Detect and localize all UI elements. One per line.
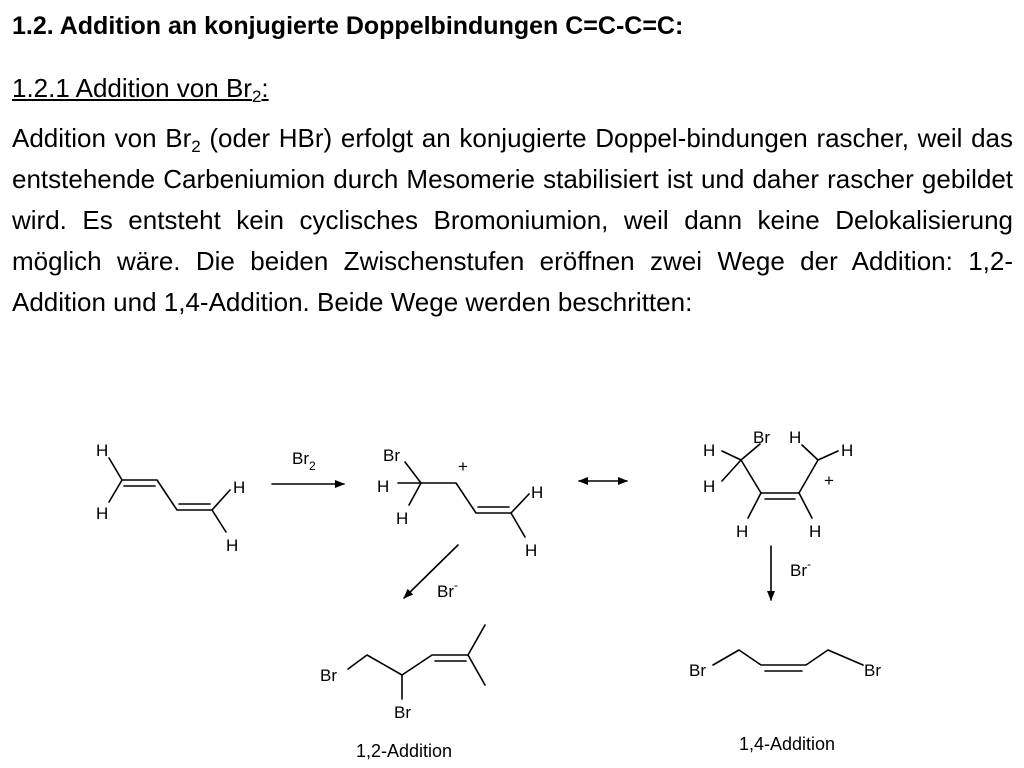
cation-2-ch-bond [748,493,761,518]
section-title [12,71,269,105]
reaction-arrow-14 [771,546,811,600]
reaction-scheme [0,410,1024,768]
atom-label-br: Br [383,446,400,465]
page-title: 1.2. Addition an konjugierte Doppelbindungen C=C-C=C: [12,12,684,40]
reagent-br-minus-superscript: - [454,578,458,592]
atom-label-h: H [703,441,716,460]
allyl-cation-2 [703,428,853,541]
reagent-br-minus-superscript: - [807,557,811,571]
product-12-skeleton [348,655,485,685]
atom-label-h: H [736,522,749,541]
butadiene-ch-bond [109,480,122,502]
reagent-br-minus-label [437,578,458,601]
atom-label-h: H [789,428,802,447]
atom-label-br: Br [753,428,770,447]
product-14-skeleton [713,650,863,665]
cation-2-ch-bond [722,460,741,481]
atom-label-br: Br [320,666,337,685]
cation-2-skeleton [741,460,818,493]
cation-2-ch-bond [722,451,741,460]
reagent-br2-label [292,449,316,473]
butadiene-ch-bond [109,458,122,480]
atom-label-h: H [396,509,409,528]
charge-plus: + [824,471,834,490]
product-12-methyl-bond [468,625,485,655]
atom-label-br: Br [864,661,881,680]
cation-2-ch-bond [802,445,818,460]
allyl-cation-1 [377,446,543,560]
atom-label-h: H [377,477,390,496]
butadiene-ch-bond [212,510,226,532]
product-12-addition [320,625,485,761]
atom-label-h: H [809,522,822,541]
paragraph-text-rest: (oder HBr) erfolgt an konjugierte Doppel-bindungen rascher, weil das entstehende Carbeniumion durch Mesomerie stabilisiert ist und daher rascher gebildet wird. Es entsteht kein cyclisches Bromoniumion, weil dann keine Delokalisierung möglich wäre. Die beiden Zwischenstufen eröffnen zwei Wege der Addition: 1,2-Addition und 1,4-Addition. Beide Wege werden beschritten: [12,123,1013,317]
atom-label-h: H [96,441,109,460]
reagent-br-minus-main: Br [437,582,454,601]
cation-1-ch-bond [511,513,525,537]
section-title-subscript: 2 [251,87,262,106]
atom-label-h: H [96,504,109,523]
atom-label-br: Br [689,661,706,680]
cation-2-ch-bond [799,493,812,518]
butadiene-ch-bond [212,490,230,510]
caption-12-addition: 1,2-Addition [356,741,453,761]
caption-14-addition: 1,4-Addition [739,734,836,754]
cation-1-ch-bond [409,483,421,505]
atom-label-br: Br [394,703,411,722]
paragraph-text-start: Addition von Br [12,123,192,153]
reaction-arrow-br2 [272,449,344,484]
atom-label-h: H [841,441,854,460]
butadiene-skeleton [122,480,212,510]
cation-1-ch-bond [511,494,529,513]
body-paragraph [12,118,1013,323]
atom-label-h: H [233,478,246,497]
reagent-br-minus-label [790,557,811,580]
charge-plus: + [458,457,468,476]
cation-1-skeleton [421,483,511,513]
reagent-br-minus-main: Br [790,561,807,580]
reagent-br2-subscript: 2 [309,459,316,473]
atom-label-h: H [531,483,544,502]
reagent-br2-main: Br [292,449,309,468]
butadiene-molecule [96,441,245,555]
atom-label-h: H [703,477,716,496]
section-title-colon: : [261,73,269,103]
atom-label-h: H [226,536,239,555]
cation-1-c-br-bond [405,462,421,483]
atom-label-h: H [525,541,538,560]
cation-2-ch-bond [818,451,838,460]
section-title-text: 1.2.1 Addition von Br [12,73,252,103]
paragraph-subscript: 2 [191,137,201,156]
reaction-arrow-12 [404,545,458,601]
product-14-addition [689,650,881,754]
